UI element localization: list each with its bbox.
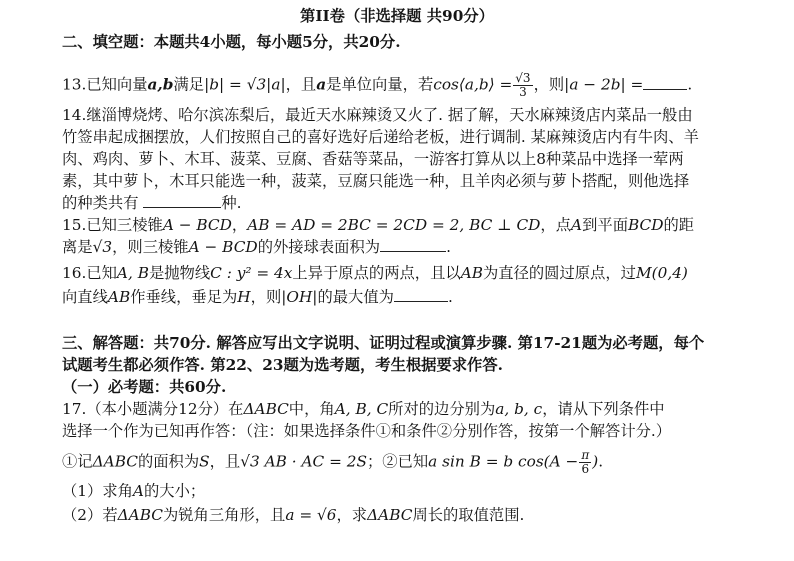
question-13 <box>62 72 692 99</box>
q14-line-1: 14.继淄博烧烤、哈尔滨冻梨后，最近天水麻辣烫又火了. 据了解，天水麻辣烫店内菜品一般由 <box>62 106 693 124</box>
q17-m8: ) <box>592 452 599 471</box>
q15-line-2 <box>62 237 451 257</box>
q15-m5: √3 <box>92 238 113 256</box>
q16-t8: 的最大值为 <box>317 288 394 306</box>
q16-end: . <box>447 288 453 306</box>
q15-m3: A <box>571 216 583 234</box>
q13-fraction <box>513 72 532 99</box>
q13-vector-a: a <box>316 75 327 94</box>
q16-line-1 <box>62 263 688 283</box>
q14-end: 种. <box>221 194 242 212</box>
q17-t7: ，且 <box>209 452 241 471</box>
q17-p1-t1: （1）求角 <box>62 482 133 500</box>
q17-m1: ΔABC <box>243 400 289 418</box>
q16-t6: 作垂线，垂足为 <box>130 288 238 306</box>
q17-m6: √3 AB · AC = 2S <box>240 452 367 471</box>
q15-t7: ，则三棱锥 <box>112 238 189 256</box>
q16-t5: 向直线 <box>62 288 108 306</box>
q14-answer-blank[interactable] <box>143 193 221 208</box>
q17-line-1 <box>62 399 665 419</box>
q17-frac-den: 6 <box>581 462 590 476</box>
q17-t8: ；②已知 <box>366 452 429 471</box>
q15-t6: 离是 <box>62 238 93 256</box>
q17-p1-t2: 的大小； <box>143 482 206 500</box>
q16-t7: ，则 <box>250 288 282 306</box>
q13-text-3: ，且 <box>285 75 317 94</box>
q13-cosine: cos⟨a,b⟩ = <box>433 75 513 94</box>
q15-t5: 的距 <box>663 216 695 234</box>
q16-m1: A, B <box>116 264 149 282</box>
q17-p2-t3: ，求 <box>336 506 368 524</box>
q16-t4: 为直径的圆过原点，过 <box>482 264 636 282</box>
q13-text: 13.已知向量 <box>62 75 148 94</box>
q17-m2: A, B, C <box>334 400 389 418</box>
q17-p2-t4: 周长的取值范围. <box>412 506 525 524</box>
q16-t1: 16.已知 <box>62 264 117 282</box>
q17-fraction <box>579 449 591 476</box>
q15-m2: AB = AD = 2BC = 2CD = 2, BC ⊥ CD <box>247 216 541 234</box>
q14-line-3: 肉、鸡肉、萝卜、木耳、菠菜、豆腐、香菇等菜品，一游客打算从以上8种菜品中选择一荤两 <box>62 150 684 168</box>
q17-m5: S <box>199 452 210 471</box>
q17-line-3 <box>62 449 603 476</box>
q14-text: 的种类共有 <box>62 194 139 212</box>
q15-m6: A − BCD <box>188 238 258 256</box>
section-required-heading: （一）必考题：共60分. <box>62 378 227 396</box>
section-fill-blank-heading: 二、填空题：本题共4小题，每小题5分，共20分. <box>62 33 401 51</box>
q15-line-1 <box>62 215 694 235</box>
q16-t3: 上异于原点的两点，且以 <box>292 264 461 282</box>
q16-m2: C : y² = 4x <box>210 264 293 282</box>
q15-end: . <box>446 238 451 256</box>
q17-line-2: 选择一个作为已知再作答：（注：如果选择条件①和条件②分别作答，按第一个解答计分.） <box>62 422 672 440</box>
q17-p2-t2: 为锐角三角形，且 <box>162 506 286 524</box>
q16-m6: H <box>237 288 251 306</box>
q15-answer-blank[interactable] <box>380 237 446 252</box>
q17-t4: ，请从下列条件中 <box>542 400 665 418</box>
q15-m4: BCD <box>628 216 664 234</box>
q16-m4: M(0,4) <box>635 264 688 282</box>
q17-part-1 <box>62 481 205 501</box>
q17-p2-m2: a = √6 <box>285 506 337 524</box>
q17-p2-m1: ΔABC <box>117 506 163 524</box>
q15-t2: ， <box>231 216 248 234</box>
q16-m7: |OH| <box>281 288 318 306</box>
q17-frac-num: π <box>581 448 590 462</box>
q15-t1: 15.已知三棱锥 <box>62 216 163 234</box>
q16-m3: AB <box>460 264 483 282</box>
q15-t8: 的外接球表面积为 <box>257 238 381 256</box>
q14-line-4: 素，其中萝卜，木耳只能选一种，菠菜，豆腐只能选一种，且羊肉必须与萝卜搭配，则他选择 <box>62 172 690 190</box>
section-answer-heading-1: 三、解答题：共70分. 解答应写出文字说明、证明过程或演算步骤. 第17-21题为必考题，每个 <box>62 334 705 352</box>
q16-m5: AB <box>107 288 131 306</box>
section-answer-heading-2: 试题考生都必须作答. 第22、23题为选考题，考生根据要求作答. <box>62 356 503 374</box>
q17-p1-m1: A <box>132 482 144 500</box>
q13-text-2: 满足 <box>173 75 205 94</box>
q16-answer-blank[interactable] <box>394 287 448 302</box>
q13-text-5: ，则 <box>533 75 565 94</box>
q15-t4: 到平面 <box>582 216 628 234</box>
q17-m3: a, b, c <box>495 400 543 418</box>
q13-text-4: 是单位向量，若 <box>326 75 434 94</box>
q13-frac-num: √3 <box>515 71 531 85</box>
q13-vectors: a,b <box>147 75 174 94</box>
q17-t5: ①记 <box>62 452 93 471</box>
q14-line-2: 竹签串起成捆摆放，人们按照自己的喜好选好后递给老板，进行调制. 某麻辣烫店内有牛肉、羊 <box>62 128 699 146</box>
q16-line-2 <box>62 287 453 307</box>
q13-answer-blank[interactable] <box>643 75 687 90</box>
q15-t3: ，点 <box>540 216 572 234</box>
q17-t1: 17.（本小题满分12分）在 <box>62 400 244 418</box>
q17-t9: . <box>598 452 604 471</box>
q17-t6: 的面积为 <box>137 452 200 471</box>
q17-t2: 中，角 <box>288 400 335 418</box>
q16-t2: 是抛物线 <box>148 264 211 282</box>
q17-t3: 所对的边分别为 <box>388 400 496 418</box>
q13-condition: |b| = √3|a| <box>204 75 286 94</box>
q17-m7: a sin B = b cos(A − <box>428 452 579 471</box>
q13-target: |a − 2b| = <box>564 75 644 94</box>
q17-m4: ΔABC <box>92 452 138 471</box>
q17-p2-t1: （2）若 <box>62 506 118 524</box>
part-title: 第II卷（非选择题 共90分） <box>300 7 494 25</box>
q17-part-2 <box>62 505 524 525</box>
q13-frac-den: 3 <box>519 85 527 99</box>
q15-m1: A − BCD <box>162 216 232 234</box>
q14-line-5 <box>62 193 242 213</box>
q17-p2-m3: ΔABC <box>367 506 413 524</box>
q13-end: . <box>687 75 693 94</box>
